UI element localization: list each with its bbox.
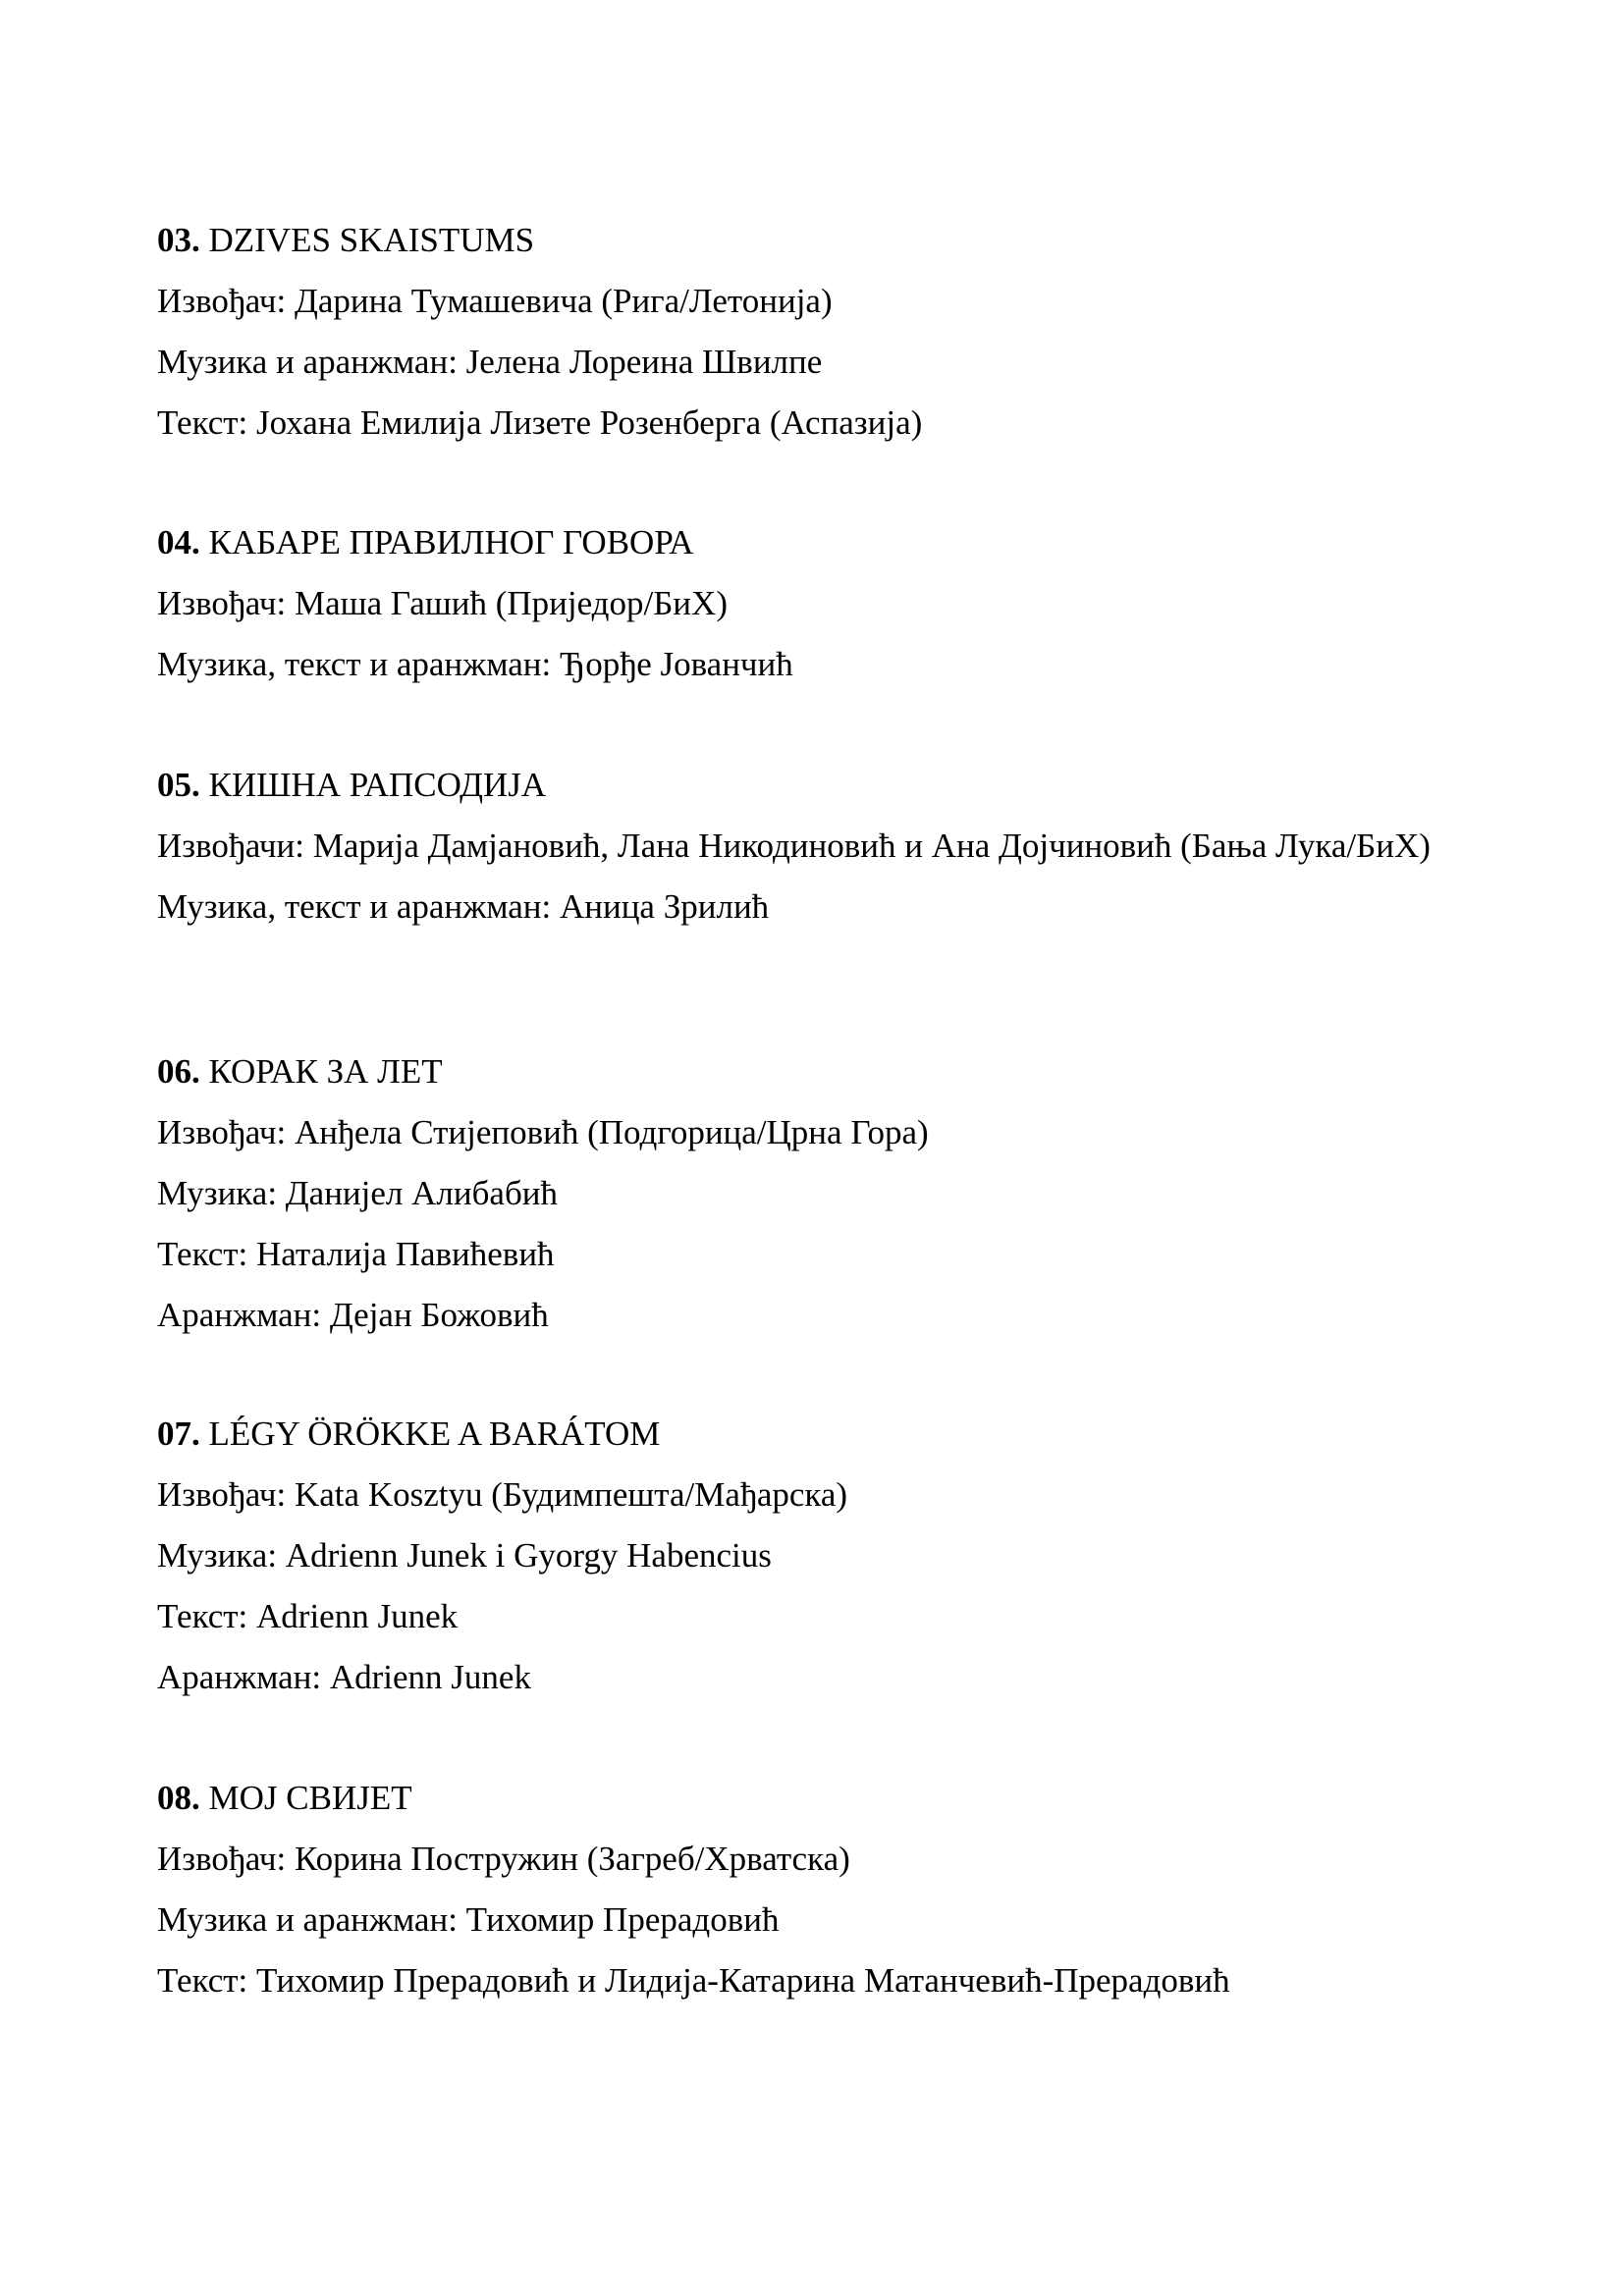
credit-line: Аранжман: Adrienn Junek xyxy=(157,1658,531,1696)
credit-line: Музика, текст и аранжман: Аница Зрилић xyxy=(157,887,770,926)
song-heading xyxy=(157,1413,1492,1456)
credit-line: Аранжман: Дејан Божовић xyxy=(157,1296,549,1334)
song-number: 06. xyxy=(157,1052,200,1091)
credit-line: Музика: Данијел Алибабић xyxy=(157,1174,558,1212)
song-title: КОРАК ЗА ЛЕТ xyxy=(208,1052,443,1091)
song-entry xyxy=(157,764,1492,929)
song-number: 04. xyxy=(157,523,200,561)
song-entry xyxy=(157,521,1492,686)
credit-line: Текст: Adrienn Junek xyxy=(157,1597,459,1635)
song-heading xyxy=(157,764,1492,807)
credit-line: Текст: Наталија Павићевић xyxy=(157,1235,555,1273)
song-number: 05. xyxy=(157,766,200,804)
credit-line: Текст: Тихомир Прерадовић и Лидија-Катарина Матанчевић-Прерадовић xyxy=(157,1961,1230,2000)
song-entry xyxy=(157,219,1492,445)
song-title: LÉGY ÖRÖKKE A BARÁTOM xyxy=(208,1415,661,1453)
song-entry xyxy=(157,1413,1492,1699)
song-number: 03. xyxy=(157,221,200,259)
performer-line: Извођач: Корина Постружин (Загреб/Хрватска) xyxy=(157,1840,850,1878)
performer-line: Извођач: Kata Kosztyu (Будимпешта/Мађарска) xyxy=(157,1475,848,1514)
song-heading xyxy=(157,1777,1492,1820)
song-entry xyxy=(157,1777,1492,2002)
performer-line: Извођач: Анђела Стијеповић (Подгорица/Црна Гора) xyxy=(157,1113,929,1151)
song-title: КИШНА РАПСОДИЈА xyxy=(208,766,547,804)
credit-line: Текст: Јохана Емилија Лизете Розенберга (Аспазија) xyxy=(157,403,923,442)
song-number: 08. xyxy=(157,1779,200,1817)
song-number: 07. xyxy=(157,1415,200,1453)
song-heading xyxy=(157,1050,1492,1094)
credit-line: Музика: Adrienn Junek i Gyorgy Habencius xyxy=(157,1536,772,1575)
performer-line: Извођачи: Марија Дамјановић, Лана Никодиновић и Ана Дојчиновић (Бања Лука/БиХ) xyxy=(157,827,1431,865)
song-entry xyxy=(157,1050,1492,1337)
song-title: МОЈ СВИЈЕТ xyxy=(208,1779,412,1817)
song-title: КАБАРЕ ПРАВИЛНОГ ГОВОРА xyxy=(208,523,694,561)
credit-line: Музика и аранжман: Тихомир Прерадовић xyxy=(157,1900,780,1939)
performer-line: Извођач: Дарина Тумашевича (Рига/Летонија) xyxy=(157,282,833,320)
song-title: DZIVES SKAISTUMS xyxy=(208,221,535,259)
credit-line: Музика и аранжман: Јелена Лореина Швилпе xyxy=(157,343,823,381)
credit-line: Музика, текст и аранжман: Ђорђе Јованчић xyxy=(157,645,793,683)
song-heading xyxy=(157,521,1492,564)
performer-line: Извођач: Маша Гашић (Приједор/БиХ) xyxy=(157,584,728,622)
song-heading xyxy=(157,219,1492,262)
